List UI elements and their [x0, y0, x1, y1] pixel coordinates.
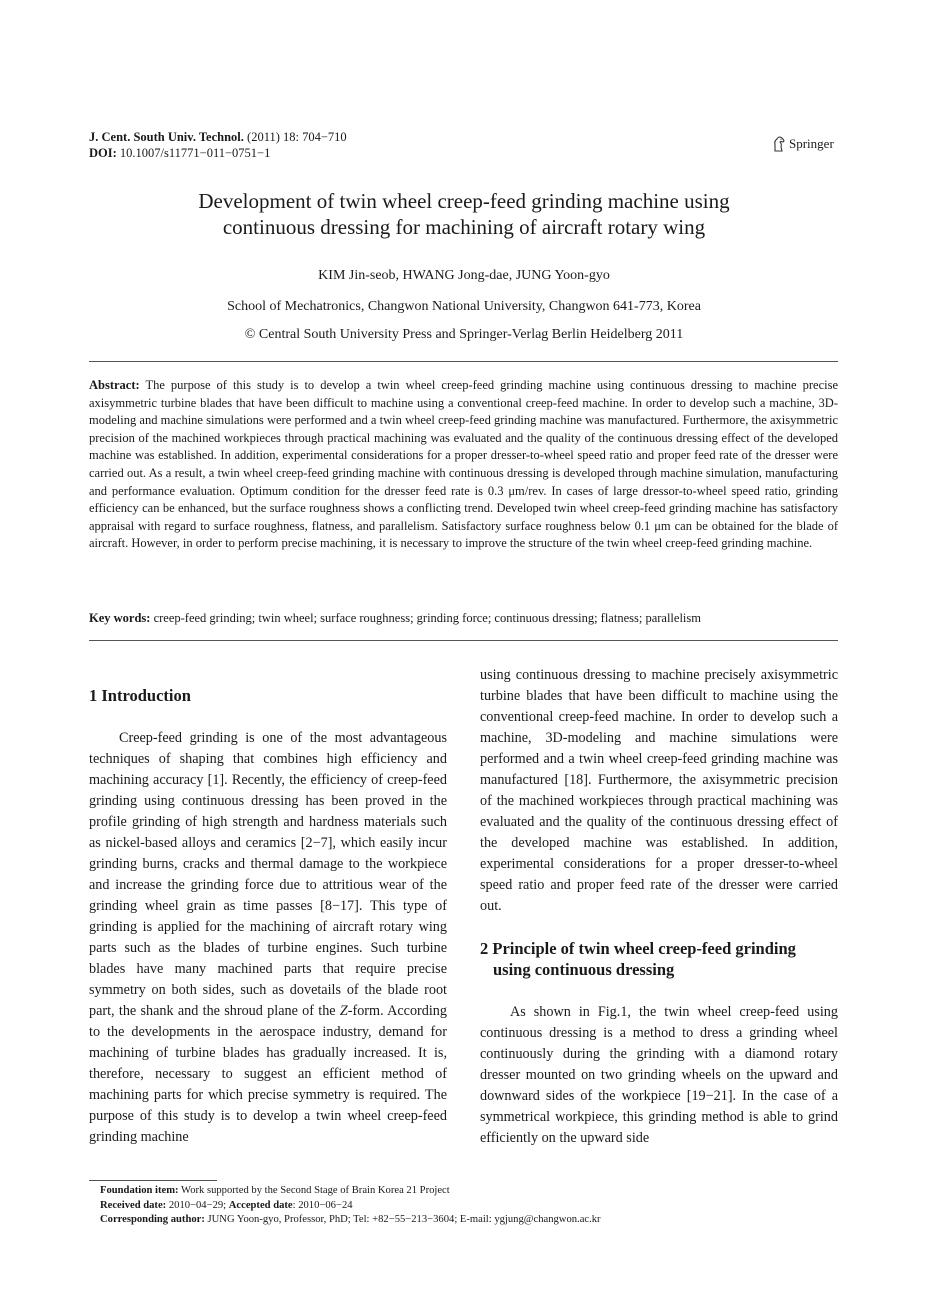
journal-header	[89, 129, 347, 161]
footnote-divider	[89, 1180, 217, 1181]
section-heading-introduction: 1 Introduction	[89, 686, 191, 705]
intro-z-italic: Z	[339, 1003, 348, 1019]
received-value: 2010−04−29;	[168, 1199, 227, 1211]
copyright: © Central South University Press and Springer-Verlag Berlin Heidelberg 2011	[244, 327, 684, 342]
received-label: Received date:	[100, 1199, 167, 1211]
divider-top	[89, 361, 838, 362]
section-heading-principle	[480, 938, 838, 980]
keywords-label: Key words:	[89, 611, 151, 625]
journal-citation: (2011) 18: 704−710	[247, 130, 347, 144]
publisher-logo	[772, 136, 834, 152]
abstract-text: The purpose of this study is to develop a twin wheel creep-feed grinding machine using continuous dressing to machine precise axisymmetric turbine blades that have been difficult to machine using a conventional creep-feed machine. In order to develop such a machine, 3D-modeling and machine simulations were performed and a twin wheel creep-feed grinding machine was manufactured. Furthermore, the axisymmetric precision of the machined workpieces through practical machining was evaluated and the quality of the continuous dressing effect of the developed machine was established. In addition, experimental considerations for a proper dresser-to-wheel speed ratio and proper feed rate of the dresser were carried out. As a result, a twin wheel creep-feed grinding machine with continuous dressing is developed through machine simulation, manufacturing and performance evaluation. Optimum condition for the dresser feed rate is 0.3 μm/rev. In cases of large dressor-to-wheel speed ratio, grinding efficiency can be enhanced, but the surface roughness shows a conflicting trend. Developed twin wheel creep-feed grinding machine has satisfactory appraisal with regard to surface roughness, flatness, and parallelism. Satisfactory surface roughness below 0.1 μm can be obtained for the blade of aircraft. However, in order to perform precise machining, it is necessary to improve the structure of the twin wheel creep-feed grinding machine.	[89, 378, 839, 551]
paper-title	[90, 188, 838, 240]
authors: KIM Jin-seob, HWANG Jong-dae, JUNG Yoon-gyo	[318, 268, 610, 283]
abstract-label: Abstract:	[89, 378, 140, 392]
intro-text-part1: Creep-feed grinding is one of the most advantageous techniques of shaping that combines high efficiency and machining accuracy [1]. Recently, the efficiency of creep-feed grinding using continuous dressing has been proved in the profile grinding of high strength and hardness materials such as nickel-based alloys and ceramics [2−7], which easily incur grinding burns, cracks and thermal damage to the workpiece and increase the grinding force due to attritious wear of the grinding wheel grain as time passes [8−17]. This type of grinding is applied for the machining of aircraft rotary wing parts such as the blades of turbine engines. Such turbine blades have many machined parts that require precise symmetry on both sides, such as dovetails of the blade root part, the shank and the shroud plane of the	[89, 730, 447, 1019]
section-2-heading-line-1: 2 Principle of twin wheel creep-feed grinding	[480, 939, 796, 958]
divider-bottom	[89, 640, 838, 641]
title-line-1: Development of twin wheel creep-feed grinding machine using	[198, 189, 730, 213]
affiliation: School of Mechatronics, Changwon National University, Changwon 641-773, Korea	[227, 299, 701, 314]
footnotes	[100, 1184, 601, 1228]
foundation-text: Work supported by the Second Stage of Brain Korea 21 Project	[181, 1185, 450, 1196]
right-column	[480, 665, 838, 1149]
left-column	[89, 685, 447, 1148]
publisher-name: Springer	[789, 136, 834, 151]
doi-value[interactable]: 10.1007/s11771−011−0751−1	[119, 146, 271, 160]
section-2-heading-line-2: using continuous dressing	[493, 960, 675, 979]
accepted-label: Accepted date	[228, 1199, 293, 1211]
keywords	[89, 610, 838, 627]
intro-paragraph	[89, 728, 447, 1148]
title-line-2: continuous dressing for machining of aircraft rotary wing	[222, 215, 706, 239]
corresponding-text: JUNG Yoon-gyo, Professor, PhD; Tel: +82−55−213−3604; E-mail: ygjung@changwon.ac.kr	[207, 1214, 601, 1225]
keywords-text: creep-feed grinding; twin wheel; surface roughness; grinding force; continuous dressing; flatness; parallelism	[153, 611, 701, 625]
abstract	[89, 377, 838, 553]
intro-paragraph-continued: using continuous dressing to machine precisely axisymmetric turbine blades that have been difficult to machine using the conventional creep-feed machine. In order to develop such a machine, 3D-modeling and machine simulations were performed and a twin wheel creep-feed grinding machine was manufactured [18]. Furthermore, the axisymmetric precision of the machined workpieces through practical machining was evaluated and the quality of the continuous dressing effect of the developed machine was established. In addition, experimental considerations for a proper dresser-to-wheel speed ratio and proper feed rate of the dresser were carried out.	[480, 667, 838, 914]
doi-label: DOI:	[89, 146, 117, 160]
principle-paragraph: As shown in Fig.1, the twin wheel creep-feed using continuous dressing is a method to dress a grinding wheel continuously during the grinding with a diamond rotary dresser mounted on two grinding wheels on the upward and downward sides of the workpiece [19−21]. In the case of a symmetrical workpiece, this grinding method is able to grind efficiently on the upward side	[480, 1004, 838, 1146]
journal-name: J. Cent. South Univ. Technol.	[89, 130, 244, 144]
intro-text-part2: -form. According to the developments in the aerospace industry, demand for machining of turbine blades has gradually increased. It is, therefore, necessary to suggest an efficient method of machining parts for which precise symmetry is required. The purpose of this study is to develop a twin wheel creep-feed grinding machine	[89, 1003, 447, 1145]
accepted-value: : 2010−06−24	[292, 1199, 353, 1211]
foundation-label: Foundation item:	[100, 1185, 179, 1196]
springer-horse-icon	[772, 136, 786, 152]
corresponding-label: Corresponding author:	[100, 1214, 205, 1225]
